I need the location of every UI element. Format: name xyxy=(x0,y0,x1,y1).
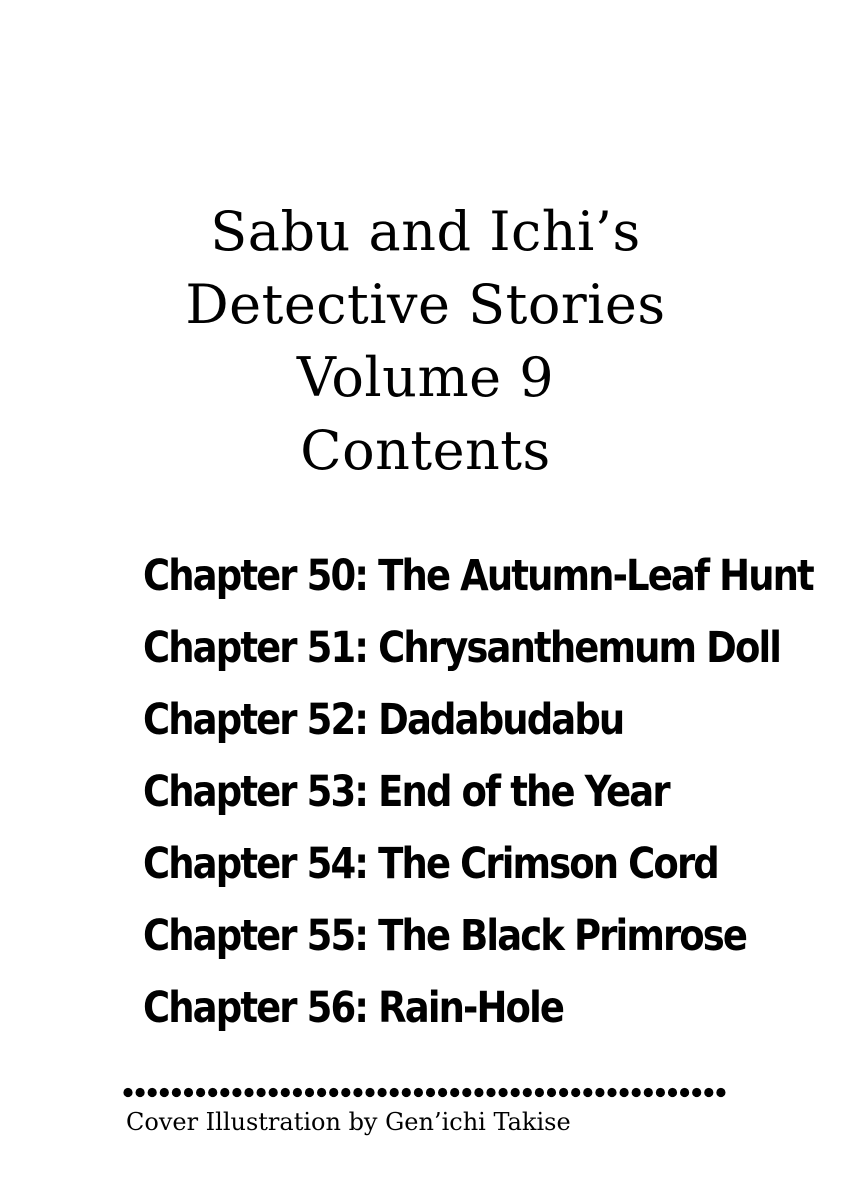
title-line-4: Contents xyxy=(300,419,551,482)
divider-dot xyxy=(244,1088,253,1097)
divider-dot xyxy=(535,1088,544,1097)
divider-dot xyxy=(668,1088,677,1097)
divider-dot xyxy=(438,1088,447,1097)
divider-dot xyxy=(571,1088,580,1097)
divider-dot xyxy=(220,1088,229,1097)
title-line-2: Detective Stories xyxy=(185,273,666,336)
divider-dot xyxy=(281,1088,290,1097)
divider-dot xyxy=(426,1088,435,1097)
divider-dot xyxy=(704,1088,713,1097)
chapter-item: Chapter 56: Rain-Hole xyxy=(143,983,564,1033)
divider-dot xyxy=(620,1088,629,1097)
chapter-item: Chapter 52: Dadabudabu xyxy=(143,695,624,745)
contents-title xyxy=(0,195,851,487)
divider-dot xyxy=(523,1088,532,1097)
divider-dot xyxy=(184,1088,193,1097)
divider-dot xyxy=(607,1088,616,1097)
chapter-item: Chapter 55: The Black Primrose xyxy=(143,911,747,961)
divider-dot xyxy=(365,1088,374,1097)
chapter-list xyxy=(143,540,813,1044)
title-line-3: Volume 9 xyxy=(296,346,555,409)
divider-dot xyxy=(293,1088,302,1097)
divider-dot xyxy=(378,1088,387,1097)
divider-dot xyxy=(486,1088,495,1097)
divider-dot xyxy=(680,1088,689,1097)
divider-dot xyxy=(269,1088,278,1097)
divider-dot xyxy=(232,1088,241,1097)
divider-dot xyxy=(716,1088,725,1097)
divider-dot xyxy=(644,1088,653,1097)
divider-dot xyxy=(317,1088,326,1097)
divider-dot xyxy=(148,1088,157,1097)
divider-dot xyxy=(595,1088,604,1097)
divider-dot xyxy=(160,1088,169,1097)
divider-dot xyxy=(257,1088,266,1097)
divider-dot xyxy=(474,1088,483,1097)
divider-dot xyxy=(123,1088,132,1097)
divider-dot xyxy=(450,1088,459,1097)
divider-dot xyxy=(353,1088,362,1097)
divider-dot xyxy=(196,1088,205,1097)
divider-dot xyxy=(462,1088,471,1097)
divider-dot xyxy=(208,1088,217,1097)
divider-dot xyxy=(559,1088,568,1097)
cover-illustration-credit: Cover Illustration by Gen’ichi Takise xyxy=(126,1108,571,1136)
divider-dot xyxy=(305,1088,314,1097)
title-line-1: Sabu and Ichi’s xyxy=(210,200,641,263)
divider-dot xyxy=(390,1088,399,1097)
divider-dot xyxy=(329,1088,338,1097)
chapter-item: Chapter 50: The Autumn-Leaf Hunt xyxy=(143,551,813,601)
divider-dot xyxy=(136,1088,145,1097)
divider-dot xyxy=(511,1088,520,1097)
divider-dot xyxy=(692,1088,701,1097)
divider-dot xyxy=(402,1088,411,1097)
divider-dot xyxy=(341,1088,350,1097)
divider-dot xyxy=(583,1088,592,1097)
divider-dot xyxy=(414,1088,423,1097)
divider-dot xyxy=(547,1088,556,1097)
chapter-item: Chapter 54: The Crimson Cord xyxy=(143,839,718,889)
chapter-item: Chapter 53: End of the Year xyxy=(143,767,669,817)
divider-dot xyxy=(499,1088,508,1097)
chapter-item: Chapter 51: Chrysanthemum Doll xyxy=(143,623,781,673)
divider-dot xyxy=(172,1088,181,1097)
divider-dot xyxy=(632,1088,641,1097)
dotted-divider xyxy=(123,1086,730,1099)
divider-dot xyxy=(656,1088,665,1097)
